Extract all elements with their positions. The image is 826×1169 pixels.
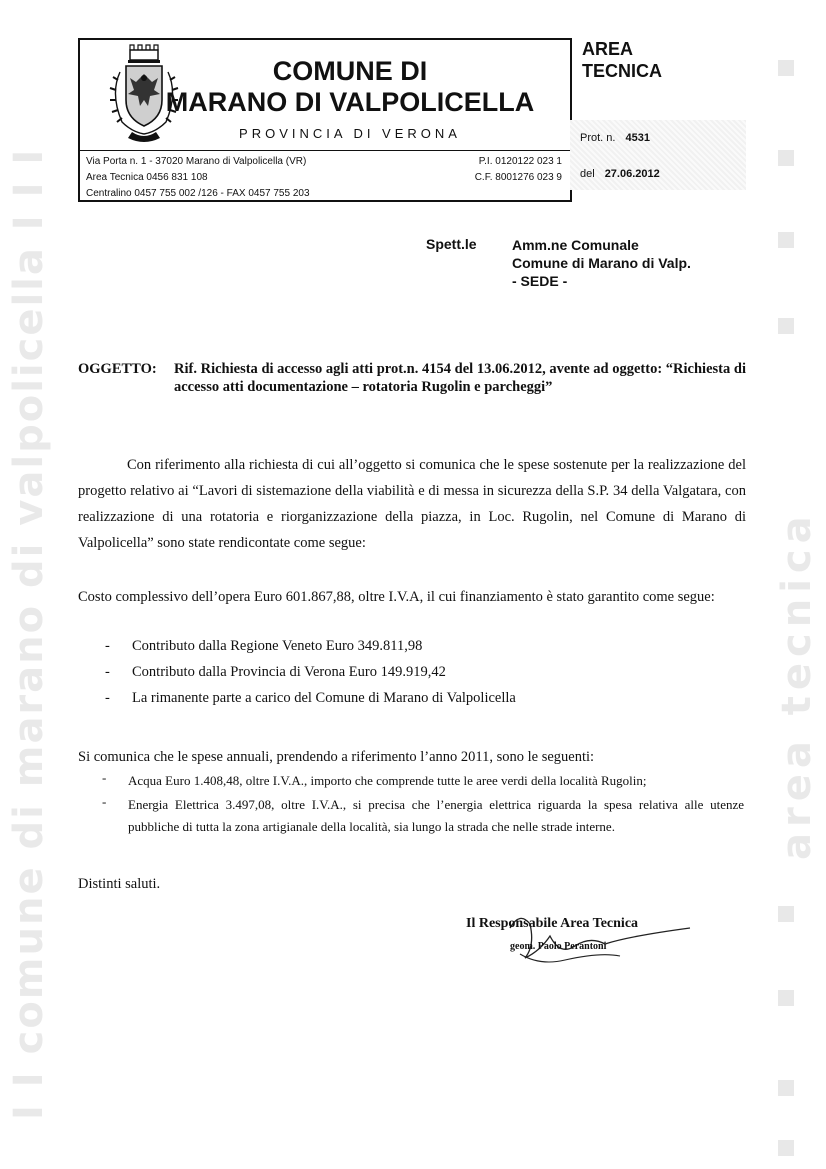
body-paragraph-2: Costo complessivo dell’opera Euro 601.867,88, oltre I.V.A, il cui finanziamento è stato garantito come segue: — [78, 589, 715, 605]
funding-item: La rimanente parte a carico del Comune di Marano di Valpolicella — [132, 690, 516, 706]
watermark-square — [778, 990, 794, 1006]
department-line2: TECNICA — [582, 61, 662, 81]
watermark-square — [778, 60, 794, 76]
office-address — [86, 154, 310, 202]
municipality-title-line1: COMUNE DI — [272, 56, 428, 86]
department-label — [582, 38, 662, 82]
protocol-number-row — [580, 132, 650, 144]
watermark-square — [778, 232, 794, 248]
subject-text: Rif. Richiesta di accesso agli atti prot.n. 4154 del 13.06.2012, avente ad oggetto: “Richiesta di accesso atti documentazione – rotatoria Rugolin e parcheggi” — [174, 361, 746, 395]
protocol-date-row — [580, 168, 660, 180]
signatory-title: Il Responsabile Area Tecnica — [466, 916, 639, 931]
protocol-date-label: del — [580, 168, 595, 180]
watermark-square — [778, 906, 794, 922]
department-line1: AREA — [582, 39, 634, 59]
expense-item: Energia Elettrica 3.497,08, oltre I.V.A., si precisa che l’energia elettrica riguarda la spesa relativa alle utenze pubbliche di tutta la zona artigianale della località, sia lungo la strada che nelle strade interne. — [128, 797, 744, 834]
protocol-date: 27.06.2012 — [604, 168, 660, 180]
subject-label: OGGETTO: — [78, 361, 157, 377]
watermark-square — [778, 1140, 794, 1156]
watermark-square — [778, 150, 794, 166]
recipient-block — [512, 236, 691, 290]
letterhead-box — [78, 38, 572, 202]
side-watermark-right: area tecnica — [774, 510, 820, 860]
body-paragraph-1: Con riferimento alla richiesta di cui all’oggetto si comunica che le spese sostenute per la realizzazione del progetto relativo ai “Lavori di sistemazione della viabilità e di messa in sicurezza della S.P. 34 della Valgatara, con realizzazione di una rotatoria e riorganizzazione della piazza, in Loc. Rugolin, nel Comune di Marano di Valpolicella” sono state rendicontate come segue: — [78, 457, 746, 551]
protocol-stamp — [570, 120, 746, 190]
funding-item: Contributo dalla Regione Veneto Euro 349.811,98 — [132, 638, 423, 654]
list-item — [78, 664, 746, 690]
list-item — [78, 638, 746, 664]
recipient-line: - SEDE - — [512, 273, 568, 289]
watermark-square — [778, 1080, 794, 1096]
recipient-salutation: Spett.le — [426, 236, 477, 252]
letterhead-top — [80, 40, 570, 151]
vat-number: P.I. 0120122 023 1 — [478, 156, 562, 167]
body-paragraph-3: Si comunica che le spese annuali, prendendo a riferimento l’anno 2011, sono le seguenti: — [78, 749, 595, 765]
funding-item: Contributo dalla Provincia di Verona Euro 149.919,42 — [132, 664, 446, 680]
list-dash: - — [102, 794, 107, 809]
recipient-line: Amm.ne Comunale — [512, 237, 639, 253]
side-watermark-left: I I comune di marano di valpolicella I I I — [6, 147, 52, 1120]
address-line: Centralino 0457 755 002 /126 - FAX 0457 755 203 — [86, 188, 310, 199]
list-dash: - — [105, 690, 110, 706]
municipality-title-line2: MARANO DI VALPOLICELLA — [165, 87, 535, 117]
fiscal-code: C.F. 8001276 023 9 — [474, 172, 562, 183]
funding-list — [78, 638, 746, 716]
recipient-line: Comune di Marano di Valp. — [512, 255, 691, 271]
list-dash: - — [105, 638, 110, 654]
protocol-number: 4531 — [625, 132, 650, 144]
list-dash: - — [105, 664, 110, 680]
tax-ids — [432, 154, 562, 186]
expense-item: Acqua Euro 1.408,48, oltre I.V.A., importo che comprende tutte le aree verdi della località Rugolin; — [128, 773, 647, 788]
address-line: Via Porta n. 1 - 37020 Marano di Valpolicella (VR) — [86, 156, 307, 167]
protocol-label: Prot. n. — [580, 132, 616, 144]
address-line: Area Tecnica 0456 831 108 — [86, 172, 208, 183]
list-dash: - — [102, 770, 107, 785]
list-item — [78, 690, 746, 716]
province-label: PROVINCIA DI VERONA — [239, 126, 461, 141]
closing-salutation: Distinti saluti. — [78, 876, 161, 892]
signatory-name: geom. Paolo Perantoni — [510, 941, 607, 952]
watermark-square — [778, 318, 794, 334]
